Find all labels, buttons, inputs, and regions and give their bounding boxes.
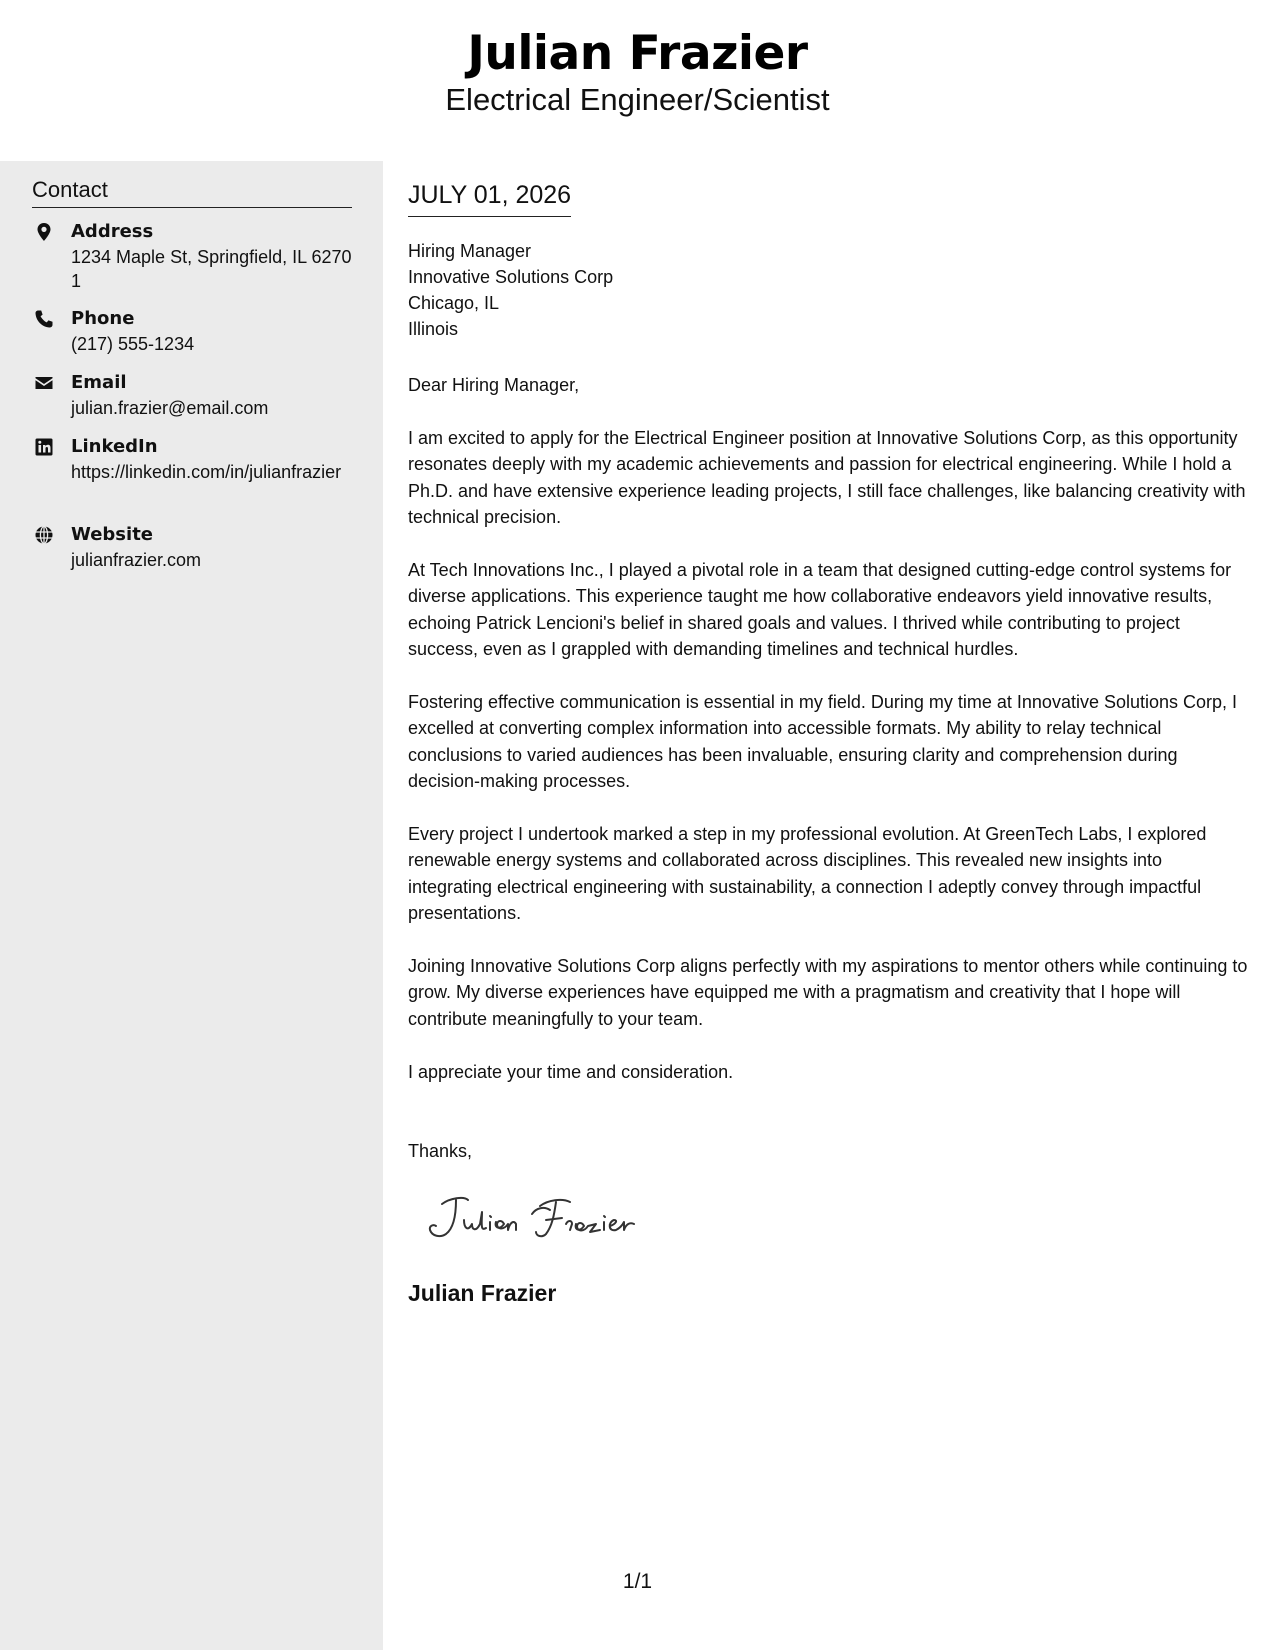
letter-paragraph: Joining Innovative Solutions Corp aligns perfectly with my aspirations to mentor others while continuing to grow. My diverse experiences have equipped me with a pragmatism and creativity that I hope will contribute meaningfully to your team. xyxy=(408,956,1248,1029)
contact-label: Address xyxy=(71,221,154,242)
letter-paragraph: I appreciate your time and consideration. xyxy=(408,1062,734,1082)
letter-header xyxy=(0,0,1275,161)
handwritten-signature xyxy=(420,1190,660,1250)
contact-sidebar xyxy=(0,161,383,1650)
contact-label: Email xyxy=(71,372,127,393)
contact-value: 1234 Maple St, Springfield, IL 62701 xyxy=(71,247,352,291)
phone-icon xyxy=(34,309,54,329)
contact-heading: Contact xyxy=(32,174,352,208)
globe-icon xyxy=(34,525,54,545)
recipient-line: Hiring Manager xyxy=(408,241,532,261)
contact-label: LinkedIn xyxy=(71,436,158,457)
contact-value[interactable]: julianfrazier.com xyxy=(71,550,202,570)
letter-paragraph: Fostering effective communication is essential in my field. During my time at Innovative Solutions Corp, I excelled at converting complex information into accessible formats. My ability to relay technical conclusions to varied audiences has been invaluable, ensuring clarity and comprehension during decision-making processes. xyxy=(408,692,1238,792)
applicant-role: Electrical Engineer/Scientist xyxy=(445,82,830,117)
recipient-line: Chicago, IL xyxy=(408,293,500,313)
letter-paragraph: At Tech Innovations Inc., I played a pivotal role in a team that designed cutting-edge control systems for diverse applications. This experience taught me how collaborative endeavors yield innovative results, echoing Patrick Lencioni's belief in shared goals and values. I thrived while contributing to project success, even as I grappled with demanding timelines and technical hurdles. xyxy=(408,560,1232,660)
envelope-icon xyxy=(34,373,54,393)
page-number: 1/1 xyxy=(622,1570,653,1593)
contact-value[interactable]: https://linkedin.com/in/julianfrazier xyxy=(71,462,342,482)
contact-label: Phone xyxy=(71,308,135,329)
recipient-line: Illinois xyxy=(408,319,459,339)
closing: Thanks, xyxy=(408,1141,473,1161)
recipient-line: Innovative Solutions Corp xyxy=(408,267,614,287)
signed-name: Julian Frazier xyxy=(408,1280,557,1306)
contact-label: Website xyxy=(71,524,154,545)
salutation: Dear Hiring Manager, xyxy=(408,375,580,395)
contact-value: julian.frazier@email.com xyxy=(71,398,269,418)
letter-date: JULY 01, 2026 xyxy=(408,178,571,217)
map-pin-icon xyxy=(34,222,54,242)
contact-value: (217) 555-1234 xyxy=(71,334,195,354)
applicant-name: Julian Frazier xyxy=(467,26,808,81)
letter-paragraph: I am excited to apply for the Electrical Engineer position at Innovative Solutions Corp, as this opportunity resonates deeply with my academic achievements and passion for electrical engineering. While I hold a Ph.D. and have extensive experience leading projects, I still face challenges, like balancing creativity with technical precision. xyxy=(408,428,1246,528)
linkedin-icon xyxy=(34,437,54,457)
letter-paragraph: Every project I undertook marked a step in my professional evolution. At GreenTech Labs, I explored renewable energy systems and collaborated across disciplines. This revealed new insights into integrating electrical engineering with sustainability, a connection I adeptly convey through impactful presentations. xyxy=(408,824,1207,924)
